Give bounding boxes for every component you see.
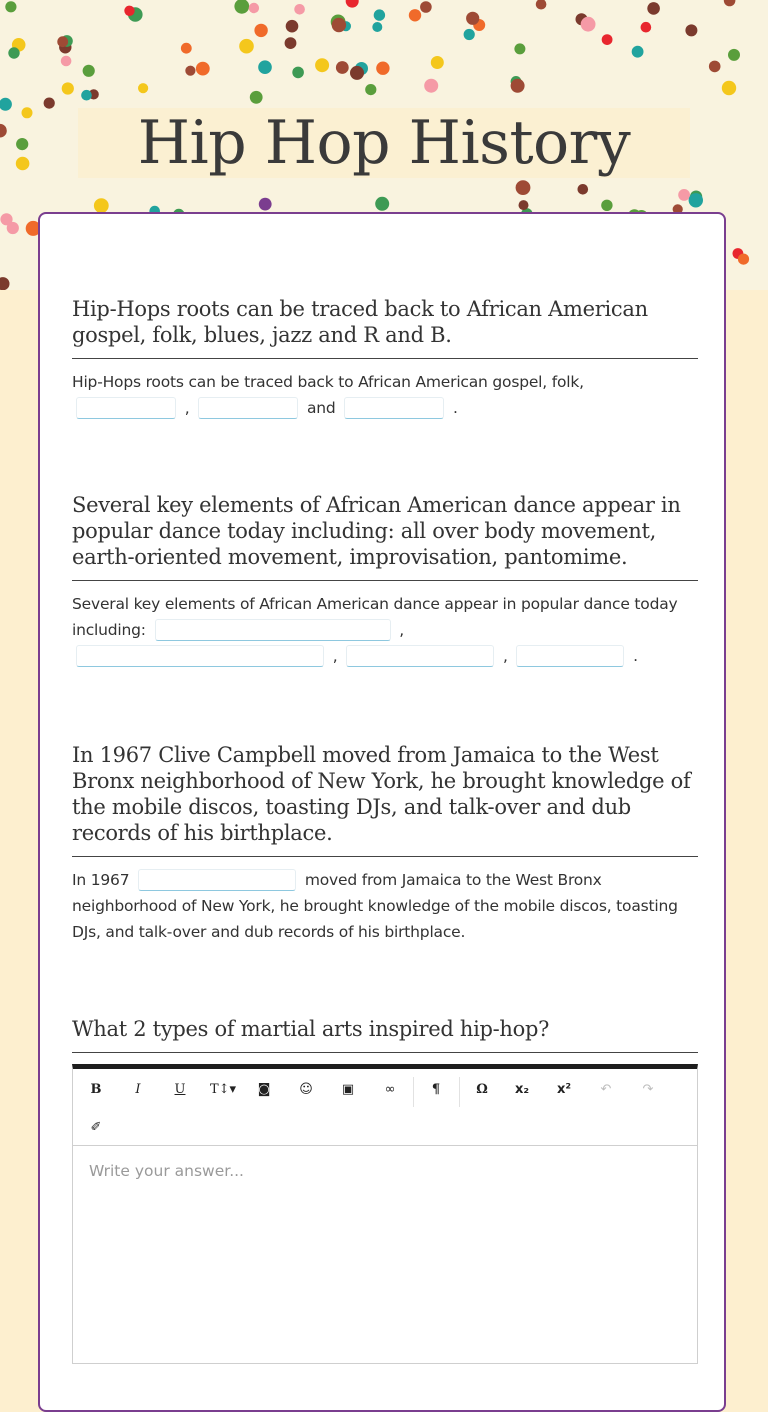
decorative-dot: [61, 56, 72, 67]
divider: [72, 358, 698, 359]
question-2: [72, 492, 698, 669]
blank-2-4[interactable]: [516, 645, 624, 667]
decorative-dot: [234, 0, 249, 14]
decorative-dot: [536, 0, 547, 10]
decorative-dot: [372, 22, 382, 32]
title-box: [78, 108, 690, 178]
paragraph-direction-button[interactable]: ¶: [431, 1081, 441, 1097]
question-2-prompt: Several key elements of African American dance appear in popular dance today including: all over body movement, earth-oriented movement, improvisation, pantomime.: [72, 493, 681, 569]
decorative-dot: [285, 37, 297, 49]
decorative-dot: [57, 36, 68, 47]
decorative-dot: [249, 3, 259, 13]
decorative-dot: [336, 61, 349, 74]
decorative-dot: [62, 82, 74, 94]
decorative-dot: [424, 79, 438, 93]
decorative-dot: [16, 138, 28, 150]
decorative-dot: [578, 184, 589, 195]
decorative-dot: [464, 29, 475, 40]
question-4-prompt: What 2 types of martial arts inspired hip-hop?: [72, 1017, 550, 1041]
decorative-dot: [728, 49, 740, 61]
question-1-body: Hip-Hops roots can be traced back to African American gospel, folk, , and .: [72, 373, 584, 417]
decorative-dot: [647, 2, 660, 15]
decorative-dot: [258, 60, 272, 74]
clear-formatting-button[interactable]: ✐: [90, 1119, 102, 1135]
superscript-button[interactable]: x²: [556, 1081, 572, 1097]
undo-button[interactable]: ↶: [600, 1081, 612, 1097]
decorative-dot: [185, 66, 195, 76]
text-color-button[interactable]: ◙: [257, 1081, 271, 1097]
decorative-dot: [724, 0, 736, 6]
blank-1-1[interactable]: [76, 397, 176, 419]
decorative-dot: [16, 157, 30, 171]
editor-toolbar: [73, 1069, 697, 1146]
decorative-dot: [709, 61, 721, 73]
divider: [72, 856, 698, 857]
decorative-dot: [0, 277, 10, 290]
question-1-prompt: Hip-Hops roots can be traced back to African American gospel, folk, blues, jazz and R and B.: [72, 297, 648, 347]
answer-input[interactable]: Write your answer...: [89, 1162, 244, 1180]
decorative-dot: [376, 61, 389, 74]
decorative-dot: [678, 189, 690, 201]
worksheet-card: [38, 212, 726, 1412]
decorative-dot: [254, 24, 267, 37]
decorative-dot: [239, 39, 254, 54]
decorative-dot: [601, 200, 612, 211]
decorative-dot: [375, 197, 389, 211]
decorative-dot: [7, 222, 19, 234]
decorative-dot: [81, 90, 92, 101]
toolbar-separator: [413, 1077, 414, 1107]
decorative-dot: [181, 43, 192, 54]
decorative-dot: [516, 180, 531, 195]
question-1: [72, 296, 698, 421]
decorative-dot: [22, 107, 33, 118]
decorative-dot: [602, 34, 613, 45]
decorative-dot: [94, 198, 109, 213]
decorative-dot: [722, 81, 736, 95]
decorative-dot: [581, 17, 596, 32]
question-3-prompt: In 1967 Clive Campbell moved from Jamaica to the West Bronx neighborhood of New York, he brought knowledge of the mobile discos, toasting DJs, and talk-over and dub records of his birthplace.: [72, 743, 691, 845]
image-button[interactable]: ▣: [341, 1081, 355, 1097]
decorative-dot: [196, 62, 210, 76]
rich-text-editor: [72, 1064, 698, 1364]
decorative-dot: [315, 58, 329, 72]
blank-2-3[interactable]: [346, 645, 494, 667]
page-title: Hip Hop History: [137, 108, 631, 178]
decorative-dot: [689, 193, 703, 207]
question-4: [72, 1016, 698, 1053]
blank-3-1[interactable]: [138, 869, 296, 891]
decorative-dot: [409, 9, 421, 21]
decorative-dot: [5, 1, 16, 12]
decorative-dot: [138, 83, 148, 93]
decorative-dot: [738, 254, 749, 265]
decorative-dot: [44, 98, 55, 109]
decorative-dot: [292, 67, 304, 79]
question-3-body: In 1967 moved from Jamaica to the West Bronx neighborhood of New York, he brought knowledge of the mobile discos, toasting DJs, and talk-over and dub records of his birthplace.: [72, 871, 678, 941]
link-button[interactable]: ∞: [384, 1081, 396, 1097]
decorative-dot: [346, 0, 359, 8]
blank-1-2[interactable]: [198, 397, 298, 419]
decorative-dot: [124, 6, 134, 16]
decorative-dot: [519, 200, 529, 210]
decorative-dot: [466, 12, 479, 25]
blank-2-2[interactable]: [76, 645, 324, 667]
emoji-button[interactable]: ☺: [299, 1081, 313, 1097]
decorative-dot: [0, 98, 12, 111]
decorative-dot: [0, 124, 7, 138]
decorative-dot: [632, 46, 644, 58]
redo-button[interactable]: ↷: [642, 1081, 654, 1097]
italic-button[interactable]: I: [135, 1081, 141, 1097]
underline-button[interactable]: U: [174, 1081, 186, 1097]
special-character-button[interactable]: Ω: [476, 1081, 488, 1097]
question-3: [72, 742, 698, 945]
decorative-dot: [374, 9, 385, 20]
subscript-button[interactable]: x₂: [514, 1081, 530, 1097]
decorative-dot: [431, 56, 444, 69]
decorative-dot: [685, 24, 697, 36]
question-2-body: Several key elements of African American dance appear in popular dance today including: , , , .: [72, 595, 678, 665]
decorative-dot: [286, 20, 299, 33]
toolbar-separator: [459, 1077, 460, 1107]
divider: [72, 1052, 698, 1053]
decorative-dot: [514, 43, 525, 54]
decorative-dot: [420, 1, 432, 13]
decorative-dot: [365, 84, 376, 95]
bold-button[interactable]: B: [90, 1081, 102, 1097]
decorative-dot: [294, 4, 305, 15]
decorative-dot: [250, 91, 263, 104]
decorative-dot: [641, 22, 652, 33]
decorative-dot: [8, 47, 19, 58]
decorative-dot: [259, 198, 272, 211]
text-size-button[interactable]: T↕▾: [209, 1081, 237, 1097]
decorative-dot: [511, 79, 525, 93]
divider: [72, 580, 698, 581]
decorative-dot: [83, 65, 95, 77]
decorative-dot: [332, 18, 346, 32]
blank-2-1[interactable]: [155, 619, 391, 641]
decorative-dot: [350, 66, 364, 80]
blank-1-3[interactable]: [344, 397, 444, 419]
